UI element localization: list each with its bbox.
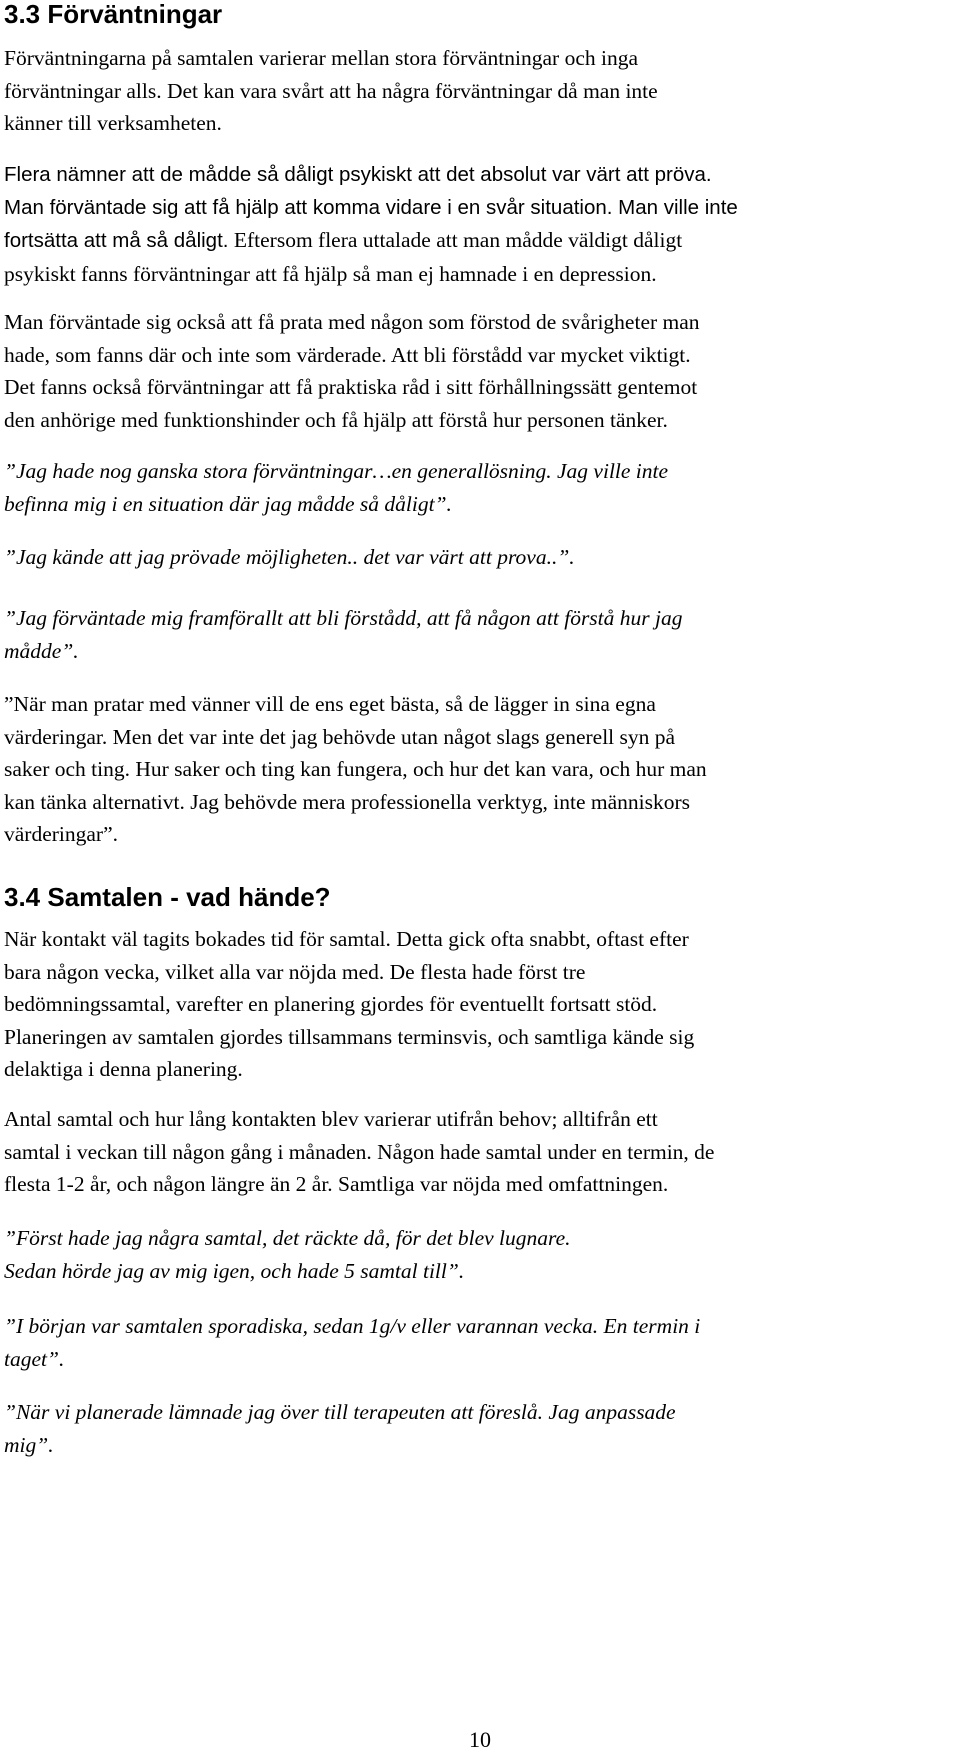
text-line: ”Jag kände att jag prövade möjligheten.. det var värt att prova..”. xyxy=(4,545,575,569)
section-heading-3-4: 3.4 Samtalen - vad hände? xyxy=(4,882,331,912)
paragraph-3-4-2 xyxy=(4,1103,714,1201)
text-line: ”Jag förväntade mig framförallt att bli förstådd, att få någon att förstå hur jag xyxy=(4,606,683,630)
text-line: Man förväntade sig också att få prata med någon som förstod de svårigheter man xyxy=(4,310,700,334)
text-line: bara någon vecka, vilket alla var nöjda med. De flesta hade först tre xyxy=(4,959,586,984)
text-line: värderingar. Men det var inte det jag behövde utan något slags generell syn på xyxy=(4,724,676,749)
text-line: mådde”. xyxy=(4,638,79,663)
text-line: ”När man pratar med vänner vill de ens eget bästa, så de lägger in sina egna xyxy=(4,692,656,716)
text-line: delaktiga i denna planering. xyxy=(4,1057,243,1081)
paragraph-3-3-2 xyxy=(4,159,738,290)
quote-3-4-2 xyxy=(4,1310,700,1375)
text-line: Sedan hörde jag av mig igen, och hade 5 samtal till”. xyxy=(4,1258,465,1283)
text-line: mig”. xyxy=(4,1432,54,1457)
text-line: psykiskt fanns förväntningar att få hjälp så man ej hamnade i en depression. xyxy=(4,261,657,286)
text-line: förväntningar alls. Det kan vara svårt att ha några förväntningar då man inte xyxy=(4,78,658,103)
quote-3-3-1 xyxy=(4,455,668,520)
text-line: samtal i veckan till någon gång i månaden. Någon hade samtal under en termin, de xyxy=(4,1139,715,1164)
text-line: kan tänka alternativt. Jag behövde mera professionella verktyg, inte människors xyxy=(4,789,690,814)
quote-3-3-3 xyxy=(4,602,683,667)
text-line: värderingar”. xyxy=(4,822,118,846)
paragraph-3-3-3 xyxy=(4,306,700,436)
text-line: När kontakt väl tagits bokades tid för samtal. Detta gick ofta snabbt, oftast efter xyxy=(4,927,689,951)
text-line: Det fanns också förväntningar att få praktiska råd i sitt förhållningssätt gentemot xyxy=(4,375,698,399)
text-line: ”När vi planerade lämnade jag över till terapeuten att föreslå. Jag anpassade xyxy=(4,1400,676,1424)
text-line: bedömningssamtal, varefter en planering gjordes för eventuellt fortsatt stöd. xyxy=(4,992,658,1016)
text-line: den anhörige med funktionshinder och få hjälp att förstå hur personen tänker. xyxy=(4,407,668,432)
text-fragment: fortsätta att må så dåligt. xyxy=(4,229,229,252)
text-line: ”Jag hade nog ganska stora förväntningar…en generallösning. Jag ville inte xyxy=(4,459,669,483)
text-line: ”Först hade jag några samtal, det räckte då, för det blev lugnare. xyxy=(4,1226,571,1250)
text-line: Planeringen av samtalen gjordes tillsammans terminsvis, och samtliga kände sig xyxy=(4,1024,695,1049)
text-line: Man förväntade sig att få hjälp att komma vidare i en svår situation. Man ville inte xyxy=(4,195,738,219)
section-heading-3-3: 3.3 Förväntningar xyxy=(4,0,223,29)
text-line: Flera nämner att de mådde så dåligt psykiskt att det absolut var värt att pröva. xyxy=(4,163,712,186)
text-line: ”I början var samtalen sporadiska, sedan 1g/v eller varannan vecka. En termin i xyxy=(4,1314,701,1338)
text-line: flesta 1-2 år, och någon längre än 2 år. Samtliga var nöjda med omfattningen. xyxy=(4,1172,669,1196)
text-line: fortsätta att må så dåligt. Eftersom flera uttalade att man mådde väldigt dåligt xyxy=(4,228,683,252)
text-line: Antal samtal och hur lång kontakten blev varierar utifrån behov; alltifrån ett xyxy=(4,1107,658,1131)
text-line: saker och ting. Hur saker och ting kan fungera, och hur det kan vara, och hur man xyxy=(4,757,707,781)
page-number: 10 xyxy=(469,1727,491,1752)
quote-3-4-1 xyxy=(4,1222,571,1287)
closing-paragraph-3-3 xyxy=(4,688,707,851)
text-line: taget”. xyxy=(4,1346,65,1371)
text-line: Förväntningarna på samtalen varierar mellan stora förväntningar och inga xyxy=(4,46,639,70)
text-line: hade, som fanns där och inte som värderade. Att bli förstådd var mycket viktigt. xyxy=(4,342,691,367)
quote-3-3-2 xyxy=(4,541,575,574)
paragraph-3-3-1 xyxy=(4,42,658,140)
text-line: känner till verksamheten. xyxy=(4,111,222,135)
text-line: befinna mig i en situation där jag mådde så dåligt”. xyxy=(4,491,452,516)
quote-3-4-3 xyxy=(4,1396,676,1461)
paragraph-3-4-1 xyxy=(4,923,694,1086)
